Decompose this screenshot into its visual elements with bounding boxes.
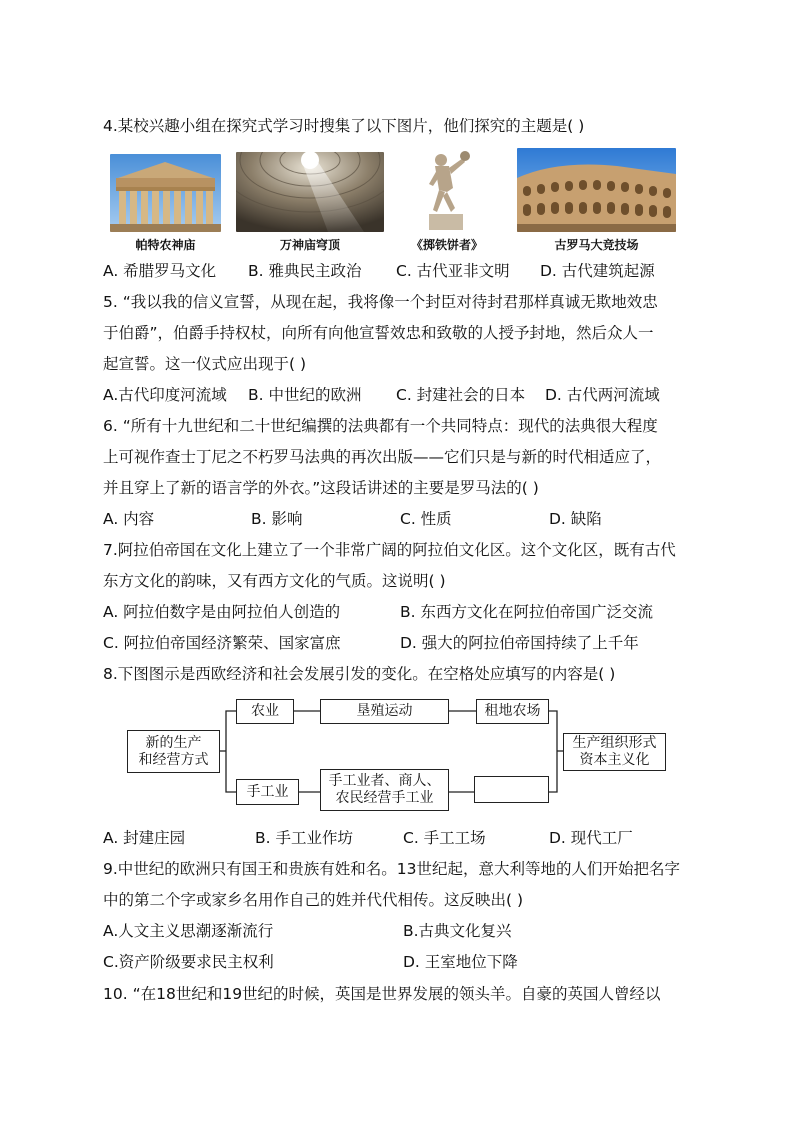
q5-line-3: 起宣誓。这一仪式应出现于( ) bbox=[103, 355, 307, 373]
q8-option-c[interactable]: C. 手工工场 bbox=[403, 829, 486, 847]
q6-option-b[interactable]: B. 影响 bbox=[251, 510, 303, 528]
discobolus-caption: 《掷铁饼者》 bbox=[410, 238, 483, 252]
diagram-handicraft-box: 手工业 bbox=[236, 779, 299, 805]
parthenon-caption: 帕特农神庙 bbox=[135, 238, 196, 252]
q5-line-2: 于伯爵”，伯爵手持权杖，向所有向他宣誓效忠和致敬的人授予封地，然后众人一 bbox=[103, 324, 654, 342]
q8-option-d[interactable]: D. 现代工厂 bbox=[549, 829, 633, 847]
q9-line-2: 中的第二个字或家乡名用作自己的姓并代代相传。这反映出( ) bbox=[103, 891, 524, 909]
q6-line-3: 并且穿上了新的语言学的外衣。”这段话讲述的主要是罗马法的( ) bbox=[103, 479, 539, 497]
q7-line-2: 东方文化的韵味，又有西方文化的气质。这说明( ) bbox=[103, 572, 446, 590]
q6-line-2: 上可视作查士丁尼之不朽罗马法典的再次出版——它们只是与新的时代相适应了， bbox=[103, 448, 662, 466]
q9-option-c[interactable]: C.资产阶级要求民主权利 bbox=[103, 953, 274, 971]
diagram-handicraft-actors-box: 手工业者、商人、 农民经营手工业 bbox=[320, 769, 449, 811]
q9-option-d[interactable]: D. 王室地位下降 bbox=[403, 953, 518, 971]
q9-line-1: 9.中世纪的欧洲只有国王和贵族有姓和名。13世纪起，意大利等地的人们开始把名字 bbox=[103, 860, 681, 878]
q10-line-1: 10. “在18世纪和19世纪的时候，英国是世界发展的领头羊。自豪的英国人曾经以 bbox=[103, 985, 661, 1003]
q9-option-b[interactable]: B.古典文化复兴 bbox=[403, 922, 512, 940]
q8-option-a[interactable]: A. 封建庄园 bbox=[103, 829, 186, 847]
q6-option-a[interactable]: A. 内容 bbox=[103, 510, 155, 528]
q7-option-b[interactable]: B. 东西方文化在阿拉伯帝国广泛交流 bbox=[400, 603, 653, 621]
colosseum-caption: 古罗马大竞技场 bbox=[554, 238, 639, 252]
q5-option-c[interactable]: C. 封建社会的日本 bbox=[396, 386, 526, 404]
q4-option-c[interactable]: C. 古代亚非文明 bbox=[396, 262, 510, 280]
q5-option-a[interactable]: A.古代印度河流域 bbox=[103, 386, 227, 404]
q9-option-a[interactable]: A.人文主义思潮逐渐流行 bbox=[103, 922, 274, 940]
q7-line-1: 7.阿拉伯帝国在文化上建立了一个非常广阔的阿拉伯文化区。这个文化区，既有古代 bbox=[103, 541, 676, 559]
q6-option-d[interactable]: D. 缺陷 bbox=[549, 510, 602, 528]
q6-option-c[interactable]: C. 性质 bbox=[400, 510, 452, 528]
q4-stem: 4.某校兴趣小组在探究式学习时搜集了以下图片，他们探究的主题是( ) bbox=[103, 117, 585, 135]
diagram-reclamation-box: 垦殖运动 bbox=[320, 699, 449, 724]
q7-option-c[interactable]: C. 阿拉伯帝国经济繁荣、国家富庶 bbox=[103, 634, 341, 652]
diagram-agriculture-box: 农业 bbox=[236, 699, 294, 724]
q7-option-a[interactable]: A. 阿拉伯数字是由阿拉伯人创造的 bbox=[103, 603, 341, 621]
q4-option-b[interactable]: B. 雅典民主政治 bbox=[248, 262, 362, 280]
q5-option-d[interactable]: D. 古代两河流域 bbox=[545, 386, 660, 404]
q6-line-1: 6. “所有十九世纪和二十世纪编撰的法典都有一个共同特点：现代的法典很大程度 bbox=[103, 417, 658, 435]
q4-option-d[interactable]: D. 古代建筑起源 bbox=[540, 262, 655, 280]
pantheon-dome-caption: 万神庙穹顶 bbox=[279, 238, 340, 252]
q5-line-1: 5. “我以我的信义宣誓，从现在起，我将像一个封臣对待封君那样真诚无欺地效忠 bbox=[103, 293, 658, 311]
diagram-tenant-farm-box: 租地农场 bbox=[476, 699, 549, 724]
q8-stem: 8.下图图示是西欧经济和社会发展引发的变化。在空格处应填写的内容是( ) bbox=[103, 665, 616, 683]
q4-option-a[interactable]: A. 希腊罗马文化 bbox=[103, 262, 217, 280]
diagram-left-box: 新的生产 和经营方式 bbox=[127, 730, 220, 773]
diagram-blank-box[interactable] bbox=[474, 776, 549, 803]
q8-option-b[interactable]: B. 手工业作坊 bbox=[255, 829, 353, 847]
q7-option-d[interactable]: D. 强大的阿拉伯帝国持续了上千年 bbox=[400, 634, 639, 652]
q5-option-b[interactable]: B. 中世纪的欧洲 bbox=[248, 386, 362, 404]
diagram-right-box: 生产组织形式 资本主义化 bbox=[563, 733, 666, 771]
